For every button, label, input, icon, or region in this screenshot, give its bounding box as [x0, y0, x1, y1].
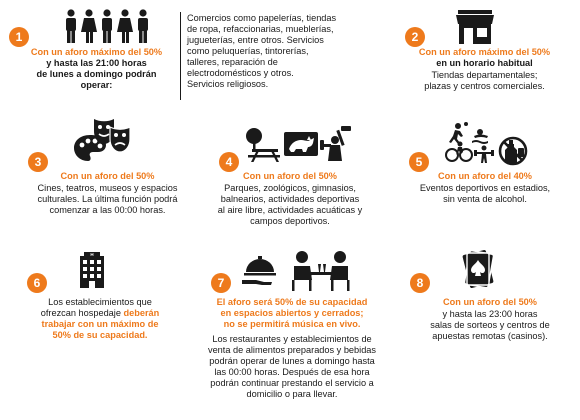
section-7-number: 7 — [211, 273, 231, 293]
section-7-heading — [192, 297, 392, 330]
section-7-text — [184, 334, 400, 400]
section-4-text-line: balnearios, actividades deportivas — [220, 194, 360, 204]
section-1-list-line: talleres, reparación de — [187, 57, 278, 67]
section-7-text-line: Los restaurantes y establecimientos de — [212, 334, 372, 344]
dining-couple-icon — [290, 250, 352, 292]
section-1-subheading-line-1: y hasta las 21:00 horas — [46, 58, 147, 68]
svg-text:H: H — [90, 252, 94, 258]
section-2-number: 2 — [405, 27, 425, 47]
store-icon — [456, 10, 494, 44]
section-2-text-line: Tiendas departamentales; — [431, 70, 538, 80]
section-6-text — [15, 297, 185, 341]
hotel-building-icon — [80, 252, 104, 288]
weightlifter-icon — [322, 126, 352, 162]
section-1-list — [187, 13, 377, 90]
section-8-text-line: apuestas remotas (casinos). — [432, 331, 548, 341]
section-6-text-line: Los establecimientos que — [48, 297, 152, 307]
section-3-text-line: culturales. La última función podrá — [37, 194, 178, 204]
athletes-icon — [446, 122, 498, 164]
section-1-list-line: como peluquerías, tintorerías, — [187, 46, 309, 56]
section-3-text — [20, 183, 195, 216]
section-2-text — [392, 70, 577, 92]
section-1-subheading-line-2: de lunes a domingo podrán — [36, 69, 157, 79]
section-5-heading: Con un aforo del 40% — [438, 171, 532, 181]
section-4-text-line: campos deportivos. — [250, 216, 330, 226]
section-4-text — [200, 183, 380, 227]
section-8-text-line: salas de sorteos y centros de — [430, 320, 550, 330]
section-1-list-line: Comercios como papelerías, tiendas — [187, 13, 337, 23]
section-3-text-line: Cines, teatros, museos y espacios — [37, 183, 178, 193]
section-6-text-line — [15, 308, 185, 319]
section-4-text-line: Parques, zoológicos, gimnasios, — [224, 183, 356, 193]
section-6-text-highlight: deberán — [123, 308, 160, 318]
section-5-text-line: sin venta de alcohol. — [443, 194, 527, 204]
zoo-animal-icon — [284, 132, 318, 156]
section-1-divider — [180, 12, 181, 100]
section-1-list-line: electrodomésticos y otros. — [187, 68, 294, 78]
section-5-number: 5 — [409, 152, 429, 172]
people-icon — [62, 9, 162, 44]
theater-masks-icon — [92, 117, 132, 153]
section-5-text-line: Eventos deportivos en estadios, — [419, 183, 551, 193]
section-7-text-line: venta de alimentos preparados y bebidas — [207, 345, 377, 355]
section-3-number: 3 — [28, 152, 48, 172]
section-7-heading-line: El aforo será 50% de su capacidad — [216, 297, 368, 307]
section-4-number: 4 — [219, 152, 239, 172]
section-6-text-highlight-line: 50% de su capacidad. — [52, 330, 148, 340]
section-2-subheading: en un horario habitual — [436, 58, 533, 68]
section-8-text-line: y hasta las 23:00 horas — [442, 309, 538, 319]
picnic-table-icon — [244, 128, 280, 162]
section-1-number: 1 — [9, 27, 29, 47]
section-3-heading: Con un aforo del 50% — [60, 171, 155, 181]
section-1-heading-line-1: Con un aforo máximo del 50% — [30, 47, 163, 57]
section-1-list-line: jugueterías, entre otros. Servicios — [187, 35, 324, 45]
section-1-heading — [14, 47, 179, 58]
section-7-heading-line: en espacios abiertos y cerrados; — [220, 308, 364, 318]
section-1-list-line: de ropa, refaccionarias, mueblerías, — [187, 24, 334, 34]
section-2-text-line: plazas y centros comerciales. — [424, 81, 545, 91]
section-4-heading: Con un aforo del 50% — [243, 171, 337, 181]
playing-cards-icon — [458, 248, 498, 290]
section-6-number: 6 — [27, 273, 47, 293]
section-8-heading: Con un aforo del 50% — [443, 297, 537, 307]
section-7-text-line: podrán operar de lunes a domingo hasta — [209, 356, 375, 366]
section-5-text — [400, 183, 570, 205]
section-8-number: 8 — [410, 273, 430, 293]
section-4-text-line: al aire libre, actividades acuáticas y — [217, 205, 363, 215]
section-7-text-line: domicilio o para llevar. — [246, 389, 338, 399]
no-alcohol-icon — [498, 136, 528, 166]
section-2-heading: Con un aforo máximo del 50% — [418, 47, 551, 57]
section-8-text — [405, 309, 575, 342]
section-1-subheading-line-3: operar: — [80, 80, 113, 90]
section-7-text-line: podrán continuar prestando el servicio a — [210, 378, 374, 388]
section-6-text-plain: ofrezcan hospedaje — [40, 308, 124, 318]
section-6-text-highlight-line: trabajar con un máximo de — [41, 319, 159, 329]
section-1-subheading — [14, 58, 179, 91]
section-7-heading-line: no se permitirá música en vivo. — [223, 319, 361, 329]
section-3-text-line: comenzar a las 00:00 horas. — [49, 205, 166, 215]
food-service-icon — [240, 254, 280, 288]
section-1-list-line: Servicios religiosos. — [187, 79, 269, 89]
section-7-text-line: las 00:00 horas. Después de esa hora — [214, 367, 370, 377]
